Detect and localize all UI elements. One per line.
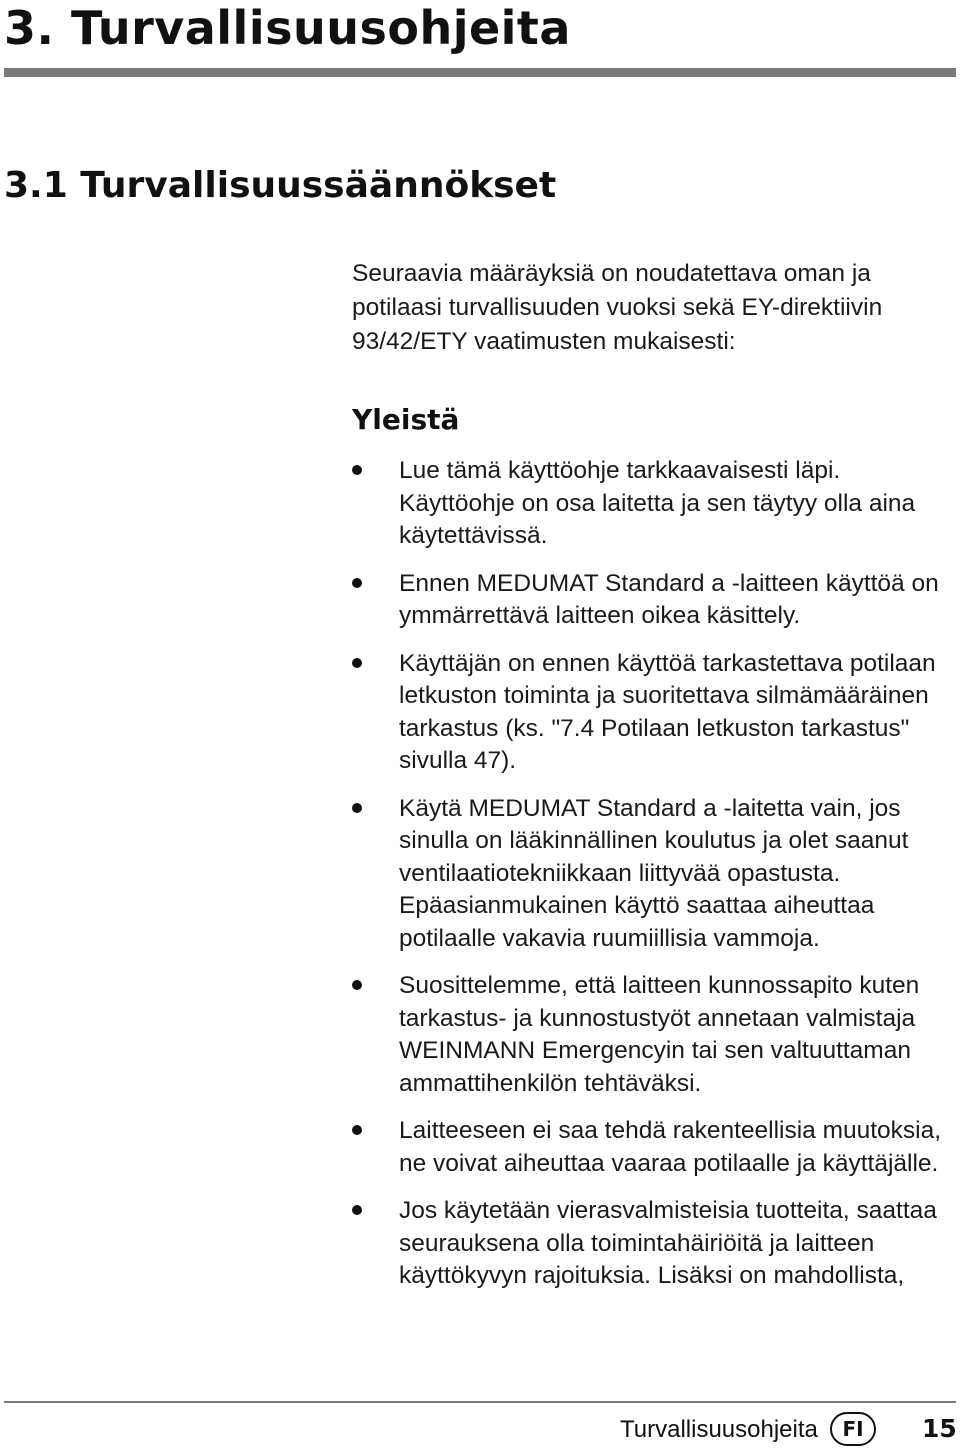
list-item	[352, 1195, 956, 1293]
page-number: 15	[922, 1414, 957, 1443]
bullet-icon	[352, 980, 362, 990]
list-item-text: Käytä MEDUMAT Standard a -laitetta vain, jos sinulla on lääkinnällinen koulutus ja olet saanut ventilaatiotekniikkaan liittyvää opastusta. Epäasianmukainen käyttö saattaa aiheuttaa potilaalle vakavia ruumiillisia vammoja.	[399, 794, 909, 952]
chapter-title: 3. Turvallisuusohjeita	[4, 1, 571, 55]
intro-paragraph: Seuraavia määräyksiä on noudatettava oman ja potilaasi turvallisuuden vuoksi sekä EY-direktiivin 93/42/ETY vaatimusten mukaisesti:	[352, 260, 883, 355]
list-item	[352, 970, 956, 1100]
list-item-text: Ennen MEDUMAT Standard a -laitteen käyttöä on ymmärrettävä laitteen oikea käsittely.	[399, 569, 939, 629]
footer-section-name: Turvallisuusohjeita	[620, 1416, 818, 1443]
list-item	[352, 1115, 956, 1180]
list-item-text: Laitteeseen ei saa tehdä rakenteellisia muutoksia, ne voivat aiheuttaa vaaraa potilaalle ja käyttäjälle.	[399, 1117, 942, 1177]
list-item	[352, 793, 956, 956]
list-item-text: Lue tämä käyttöohje tarkkaavaisesti läpi. Käyttöohje on osa laitetta ja sen täytyy olla aina käytettävissä.	[399, 457, 916, 549]
list-item-text: Jos käytetään vierasvalmisteisia tuotteita, saattaa seurauksena olla toimintahäiriöitä ja laitteen käyttökyvyn rajoituksia. Lisäksi on mahdollista,	[399, 1197, 937, 1289]
list-item-text: Suosittelemme, että laitteen kunnossapito kuten tarkastus- ja kunnostustyöt annetaan valmistaja WEINMANN Emergencyin tai sen valtuuttaman ammattihenkilön tehtäväksi.	[399, 972, 920, 1097]
bullet-icon	[352, 658, 362, 668]
list-item	[352, 568, 956, 633]
safety-rules-list	[352, 455, 956, 1308]
chapter-divider	[4, 68, 956, 77]
bullet-icon	[352, 803, 362, 813]
bullet-icon	[352, 465, 362, 475]
language-badge: FI	[830, 1412, 876, 1446]
subheading-general: Yleistä	[352, 403, 460, 436]
bullet-icon	[352, 578, 362, 588]
bullet-icon	[352, 1125, 362, 1135]
list-item	[352, 648, 956, 778]
section-title: 3.1 Turvallisuussäännökset	[4, 165, 557, 206]
footer-divider	[4, 1401, 956, 1403]
bullet-icon	[352, 1205, 362, 1215]
list-item-text: Käyttäjän on ennen käyttöä tarkastettava potilaan letkuston toiminta ja suoritettava silmämääräinen tarkastus (ks. "7.4 Potilaan letkuston tarkastus" sivulla 47).	[399, 649, 936, 774]
list-item	[352, 455, 956, 553]
